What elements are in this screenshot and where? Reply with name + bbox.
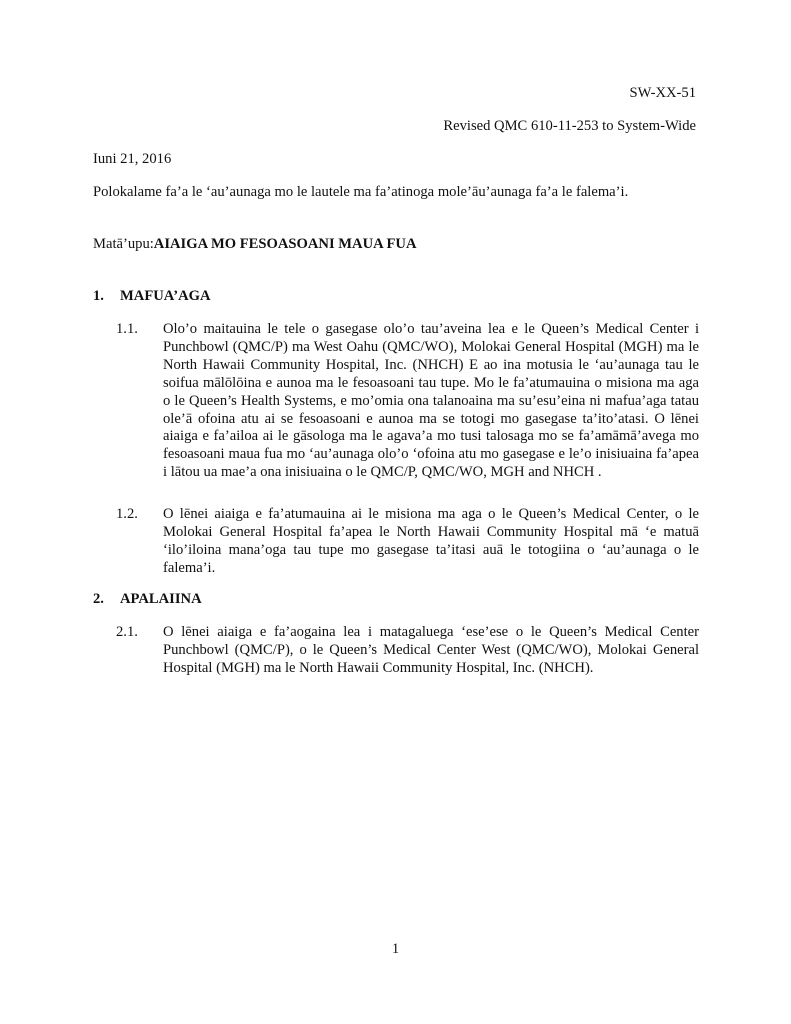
item-text: O lēnei aiaiga e fa’aogaina lea i matagaluega ‘ese’ese o le Queen’s Medical Center Punchbowl (QMC/P), o le Queen’s Medical Center West (QMC/WO), Molokai General Hospital (MGH) ma le North Hawaii Community Hospital, Inc. (NHCH). [163,624,699,676]
item-number: 1.1. [116,321,138,337]
document-date: Iuni 21, 2016 [93,151,172,167]
section-number: 2. [93,591,104,607]
item-text: Olo’o maitauina le tele o gasegase olo’o tau’aveina lea e le Queen’s Medical Center i Punchbowl (QMC/P) ma West Oahu (QMC/WO), Molokai General Hospital (MGH) ma le North Hawaii Community Hospital, Inc. (NHCH) E ao ina motusia le ‘au’aunaga tau le soifua mālōlōina e aunoa ma le fesoasoani tau tupe. Mo le fa’atumauina o misiona ma aga o le Queen’s Health Systems, e mo’omia ona talanoaina ma su’esu’eina ni mafua’aga tatau ole’ā ofoina atu ai se fesoasoani e aunoa ma se totogi mo gasegase ta’ito’atasi. O lēnei aiaiga e fa’ailoa ai le gāsologa ma le agava’a mo tusi talosaga mo se fa’amāmā’avega mo fesoasoani maua fua mo ‘au’aunaga olo’o ‘ofoina atu mo gasegase e le’o inisiuaina fa’apea i lātou ua mae’a ona inisiuaina o le QMC/P, QMC/WO, MGH and NHCH . [163,321,699,481]
policy-title: Polokalame fa’a le ‘au’aunaga mo le lautele ma fa’atinoga mole’āu’aunaga fa’a le falema’i. [93,184,629,200]
item-text: O lēnei aiaiga e fa’atumauina ai le misiona ma aga o le Queen’s Medical Center, o le Molokai General Hospital fa’apea le North Hawaii Community Hospital mā ‘e matuā ‘ilo’iloina mana’oga tau tupe mo gasegase ta’itasi auā le totogiina o ‘au’aunaga o le falema’i. [163,506,699,576]
list-item [116,624,699,678]
section-number: 1. [93,288,104,304]
section-title: APALAIINA [120,591,202,607]
item-number: 1.2. [116,506,138,522]
subject-title: AIAIGA MO FESOASOANI MAUA FUA [153,236,417,252]
revision-note: Revised QMC 610-11-253 to System-Wide [443,118,696,134]
subject-label: Matā’upu: [93,236,154,252]
list-item [116,506,699,578]
page-number: 1 [391,941,400,957]
subject-line [93,236,417,253]
section-heading-purpose [93,288,211,305]
item-number: 2.1. [116,624,138,640]
document-id: SW-XX-51 [629,85,696,101]
list-item [116,321,699,482]
section-heading-scope [93,591,202,608]
section-title: MAFUA’AGA [120,288,211,304]
